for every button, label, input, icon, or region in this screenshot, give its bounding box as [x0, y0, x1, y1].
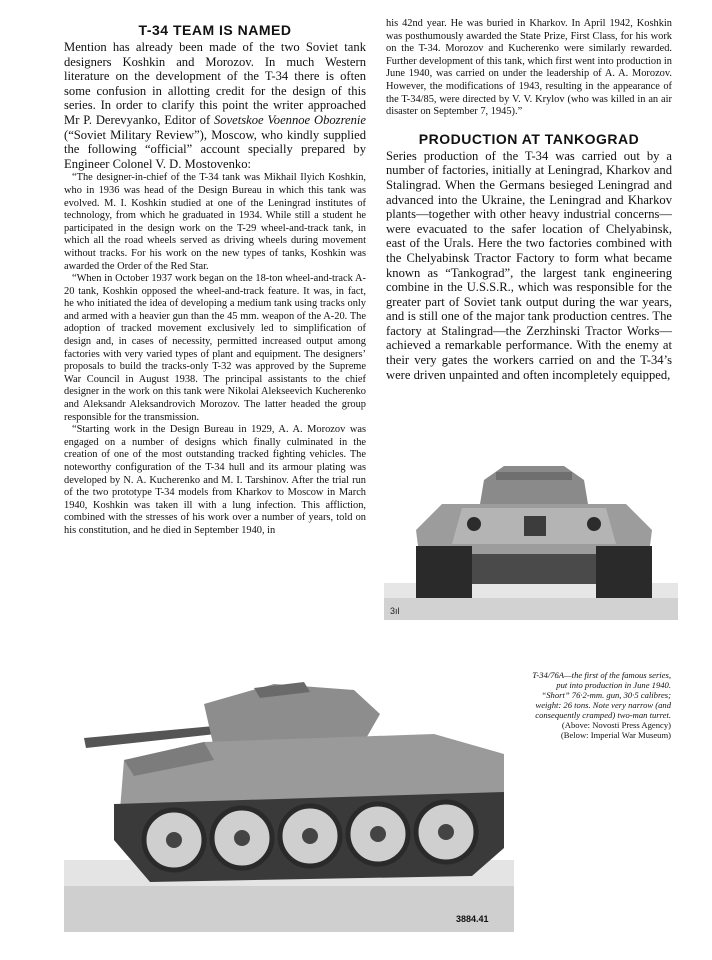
tank-front-photo	[384, 458, 678, 620]
front-photo-mark: 3ıl	[390, 606, 400, 616]
section-heading-production: PRODUCTION AT TANKOGRAD	[418, 130, 640, 147]
photo-caption	[528, 670, 671, 740]
quote-continuation: his 42nd year. He was buried in Kharkov. In April 1942, Koshkin was posthumously awarded the State Prize, First Class, for his work on the T-34. Morozov and Kucherenko were similarly rewarded. Further development of this tank, which first went into production in June 1940, was carried on under the leadership of A. A. Morozov. However, the modifications of 1943, resulting in the appearance of the T-34/85, were directed by V. V. Krylov (who was killed in an air disaster on September 7, 1945).”	[386, 18, 672, 118]
right-column	[386, 18, 672, 382]
caption-text: T-34/76A—the first of the famous series, put into production in June 1940. “Short” 76·2-mm. gun, 30·5 calibres; weight: 26 tons. Note very narrow (and consequently cramped) two-man turret.	[532, 670, 671, 720]
intro-text-2: (“Soviet Military Review”), Moscow, who kindly supplied the following “official” account specially prepared by Engineer Colonel V. D. Mostovenko:	[64, 127, 366, 171]
tank-side-photo	[64, 664, 514, 932]
intro-paragraph	[64, 40, 366, 171]
left-column	[64, 22, 366, 538]
quote-paragraph-3: “Starting work in the Design Bureau in 1929, A. A. Morozov was engaged on a number of designs which finally culminated in the creation of one of the most outstanding tracked fighting vehicles. The noteworthy configuration of the T-34 hull and its armour plating was developed by N. A. Kucherenko and M. I. Tarshinov. After the trial run of the two prototype T-34 models from Kharkov to Moscow in March 1940, Koshkin was taken ill with a lung infection. This affliction, combined with the stresses of his work over a number of years, told on his constitution, and he died in September 1940, in	[64, 424, 366, 536]
intro-journal-title: Sovetskoe Voennoe Obozrenie	[214, 112, 366, 127]
section-heading-team: T-34 TEAM IS NAMED	[138, 22, 292, 38]
caption-credit-above: (Above: Novosti Press Agency)	[561, 720, 671, 730]
caption-credit-below: (Below: Imperial War Museum)	[560, 730, 671, 740]
intro-text-1: Mention has already been made of the two Soviet tank designers Koshkin and Morozov. In much Western literature on the development of the T-34 there is often some confusion in allotting credit for the design of this series. In order to clarify this point the writer approached Mr P. Derevyanko, Editor of	[64, 40, 366, 127]
quote-paragraph-2: “When in October 1937 work began on the 18-ton wheel-and-track A-20 tank, Koshkin opposed the wheel-and-track feature. It was, in fact, he who initiated the idea of developing a medium tank using tracks only and armed with a heavier gun than the 45 mm. weapon of the A-20. The adoption of tracked movement exclusively led to simplification of design and, in cases of necessity, permitted increased output among factories with very varied types of plant and equipment. The designers’ proposals to build the tracks-only T-32 was approved by the Supreme War Council in August 1938. The principal assistants to the chief designer in the work on this tank were Nikolai Alekseevich Kucherenko and Aleksandr Aleksandrovich Morozov. The latter headed the group responsible for the transmission.	[64, 273, 366, 423]
quote-paragraph-1: “The designer-in-chief of the T-34 tank was Mikhail Ilyich Koshkin, who in 1936 was head of the Design Bureau in which this tank was evolved. M. I. Koshkin studied at one of the Leningrad institutes of technology, from which he graduated in 1934. While still a student he participated in the design work on the T-29 wheel-and-track tank, in which all the road wheels served as driving wheels during movement without tracks. For his work on the new types of tanks, Koshkin was awarded the Order of the Red Star.	[64, 172, 366, 272]
side-photo-mark: 3884.41	[456, 914, 489, 924]
production-paragraph: Series production of the T-34 was carried out by a number of factories, initially at Leningrad, Kharkov and Stalingrad. When the Germans besieged Leningrad and advanced into the Ukraine, the Leningrad and Kharkov plants—together with other heavy industrial concerns—were evacuated to the safer location of Chelyabinsk, east of the Urals. Here the two factories combined with the Chelyabinsk Tractor Factory to form what became known as “Tankograd”, the largest tank engineering combine in the U.S.S.R., which was responsible for the greater part of Soviet tank output during the war years, and is still one of the major tank production centres. The factory at Stalingrad—the Zerzhinski Tractor Works—achieved a remarkable performance. With the enemy at their very gates the workers carried on and the T-34’s were driven unpainted and often incompletely equipped,	[386, 148, 672, 382]
